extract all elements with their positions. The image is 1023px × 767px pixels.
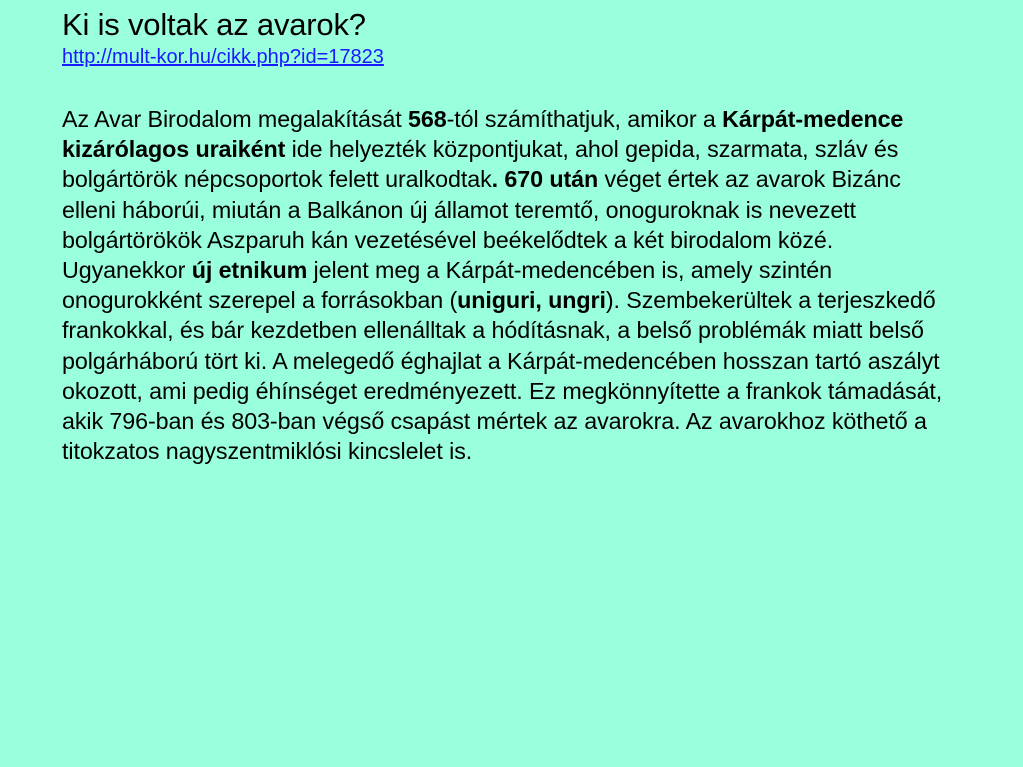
text-segment: jelent meg a Kárpát-medencében is, amely szintén onogurokként szerepel a forrásokban ( bbox=[62, 257, 832, 314]
text-segment: ). Szembekerültek a terjeszkedő frankokkal, és bár kezdetben ellenálltak a hódításnak, a belső problémák miatt belső polgárháború tört ki. A melegedő éghajlat a Kárpát-medencében hosszan tartó aszályt okozott, ami pedig éhínséget eredményezett. Ez megkönnyítette a frankok támadását, akik 796-ban és 803-ban végső csapást mértek az avarokra. Az avarokhoz köthető a titokzatos nagyszentmiklósi kincslelet is. bbox=[62, 287, 943, 465]
slide-title: Ki is voltak az avarok? bbox=[62, 7, 366, 42]
text-segment-bold: 568 bbox=[408, 106, 447, 132]
text-segment: Az Avar Birodalom megalakítását bbox=[62, 106, 408, 132]
text-segment-bold: uniguri, ungri bbox=[457, 287, 606, 314]
text-segment: ide helyezték központjukat, ahol gepida, szarmata, szláv és bolgártörök népcsoportok felett uralkodtak bbox=[62, 136, 899, 193]
slide bbox=[62, 6, 962, 466]
text-segment: véget értek az avarok Bizánc elleni háborúi, miután a Balkánon új államot teremtő, onoguroknak is nevezett bolgártörökök Aszparuh kán vezetésével beékelődtek a két birodalom közé. Ugyanekkor bbox=[62, 166, 901, 284]
source-link[interactable]: http://mult-kor.hu/cikk.php?id=17823 bbox=[62, 46, 384, 68]
text-segment-bold: Kárpát-medence kizárólagos uraiként bbox=[62, 106, 904, 163]
body-paragraph bbox=[62, 104, 947, 466]
text-segment: -tól számíthatjuk, amikor a bbox=[446, 106, 723, 132]
text-segment-bold: új etnikum bbox=[191, 257, 308, 284]
text-segment-bold: . 670 után bbox=[491, 166, 599, 193]
